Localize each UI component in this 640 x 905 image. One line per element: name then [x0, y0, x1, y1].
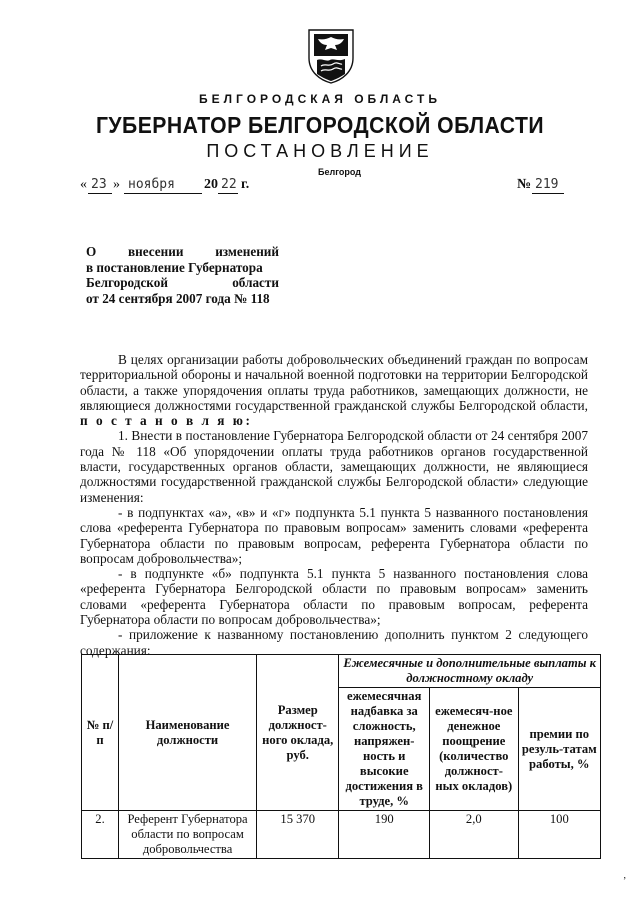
header-premium: премии по резуль-татам работы, % [518, 688, 600, 811]
header-number: № п/п [82, 655, 119, 811]
edge-mark: ’ [623, 876, 627, 887]
document-type: ПОСТАНОВЛЕНИЕ [206, 141, 434, 161]
cell-salary: 15 370 [257, 811, 339, 859]
cell-premium: 100 [518, 811, 600, 859]
header-payments-group: Ежемесячные и дополнительные выплаты к должностному окладу [339, 655, 601, 688]
preamble-paragraph [80, 352, 588, 428]
cell-complexity: 190 [339, 811, 430, 859]
salary-table [81, 654, 601, 859]
date-year-suffix: 22 [221, 177, 237, 192]
document-number: 219 [535, 177, 559, 192]
header-complexity: ежемесячная надбавка за сложность, напряжен-ность и высокие достижения в труде, % [339, 688, 430, 811]
header-bonus: ежемесяч-ное денежное поощрение (количество должност-ных окладов) [430, 688, 519, 811]
number-underline [532, 193, 564, 194]
date-month: ноября [128, 177, 175, 192]
number-label: № [517, 177, 532, 192]
cell-position: Референт Губернатора области по вопросам добровольчества [119, 811, 257, 859]
paragraph-3: - в подпункте «б» подпункта 5.1 пункта 5 названного постановления слова «референта Губернатора Белгородской области по правовым вопросам» заменить словами «референта Губернатора области по правовым вопросам, референта Губернатора области по вопросам добровольчества»; [80, 566, 588, 628]
cell-bonus: 2,0 [430, 811, 519, 859]
subject-line-3: Белгородской области [86, 275, 279, 291]
header-position: Наименование должности [119, 655, 257, 811]
subject-line-4: от 24 сентября 2007 года № 118 [86, 290, 270, 306]
document-subject [86, 244, 279, 306]
cell-number: 2. [82, 811, 119, 859]
date-open-quote: « [80, 177, 87, 192]
table-row [82, 811, 601, 859]
subject-line-1: О внесении изменений [86, 244, 279, 259]
month-underline [124, 193, 202, 194]
decree-colon: : [245, 413, 250, 429]
paragraph-1: 1. Внести в постановление Губернатора Белгородской области от 24 сентября 2007 года № 118 «Об упорядочении оплаты труда работников органов государственной власти, государственных органов области, замещающих должности, не являющиеся должностями государственной гражданской службы Белгородской области» следующие изменения: [80, 428, 588, 505]
header-salary: Размер должност-ного оклада, руб. [257, 655, 339, 811]
date-year-prefix: 20 [204, 177, 218, 192]
date-day: 23 [91, 177, 107, 192]
year-underline [218, 193, 238, 194]
preamble-text: В целях организации работы добровольческих объединений граждан по вопросам территориальной обороны и начальной военной подготовки на территории Белгородской области, а также упорядочения оплаты труда работников, замещающих должности, не являющиеся должностями государственной гражданской службы Белгородской области, [80, 352, 588, 413]
date-close-quote: » [113, 177, 120, 192]
date-year-label: г. [241, 177, 250, 192]
city-name: Белгород [318, 167, 361, 177]
paragraph-4: - приложение к названному постановлению дополнить пунктом 2 следующего содержания: [80, 627, 588, 658]
issuer-title: ГУБЕРНАТОР БЕЛГОРОДСКОЙ ОБЛАСТИ [95, 112, 545, 138]
document-body [80, 352, 588, 658]
paragraph-2: - в подпунктах «а», «в» и «г» подпункта 5.1 пункта 5 названного постановления слова «референта Губернатора по правовым вопросам» заменить словами «референта Губернатора области по правовым вопросам, референта Губернатора области по вопросам добровольчества»; [80, 504, 588, 566]
region-name: БЕЛГОРОДСКАЯ ОБЛАСТЬ [199, 92, 441, 106]
table-header-row-1 [82, 655, 601, 688]
subject-line-2: в постановление Губернатора [86, 259, 263, 275]
day-underline [88, 193, 112, 194]
decree-word: п о с т а н о в л я ю [80, 413, 246, 429]
coat-of-arms-emblem [306, 28, 356, 84]
date-number-line [80, 177, 560, 197]
